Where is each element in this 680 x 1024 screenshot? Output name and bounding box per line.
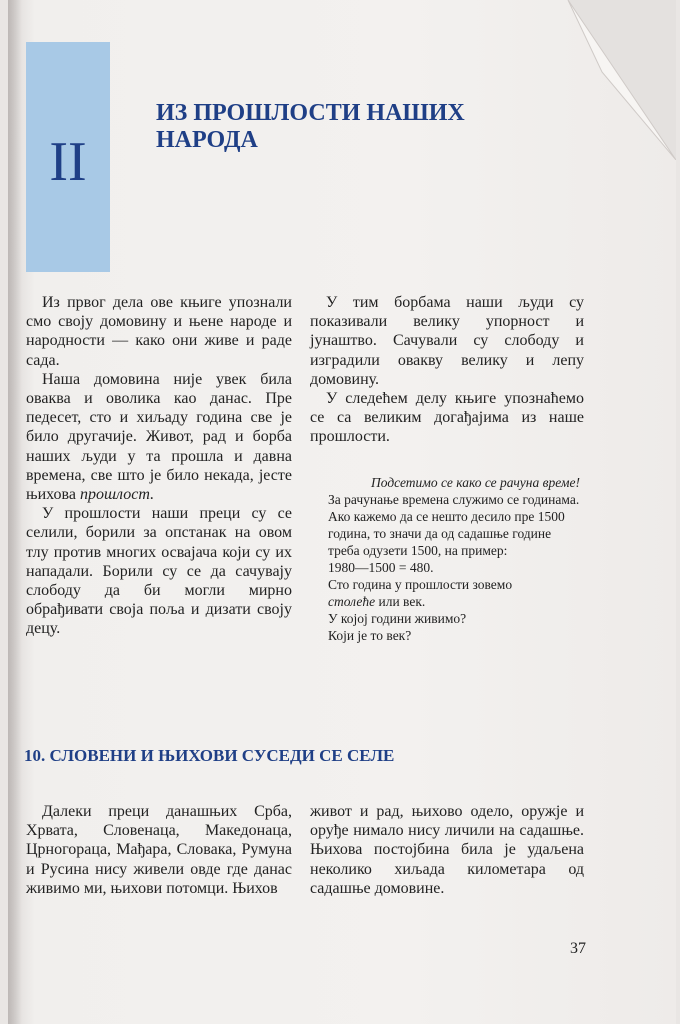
emphasized-term: столеће [328, 594, 376, 609]
section-paragraph: Далеки преци данашњих Срба, Хрвата, Словенаца, Македонаца, Црногораца, Мађара, Словака, Румуна и Русина нису живели овде где данас живимо ми, њихови потомци. Њихов [26, 803, 292, 897]
intro-paragraph: У прошлости наши преци су се селили, борили за опстанак на овом тлу против многих освајача који су их нападали. Борили су се да сачувају слободу да би могли мирно обрађивати своја поља и дизати своју децу. [26, 505, 292, 638]
chapter-number-block [26, 42, 110, 272]
page-number: 37 [570, 940, 586, 957]
book-page [8, 0, 676, 1024]
note-question: Који је то век? [328, 628, 412, 643]
intro-left-column [26, 293, 292, 639]
section-title: 10. СЛОВЕНИ И ЊИХОВИ СУСЕДИ СЕ СЕЛЕ [24, 746, 395, 765]
note-equation: 1980—1500 = 480. [328, 560, 434, 575]
time-calculation-note [328, 474, 584, 644]
intro-paragraph: Наша домовина није увек била оваква и оволика као данас. Пре педесет, сто и хиљаду година све је било другачије. Живот, рад и борба наших људи у та прошла и давна времена, све што је било некада, јесте њихова прошлост. [26, 370, 292, 504]
emphasized-term: прошлост. [79, 486, 155, 504]
page-gutter-shadow [8, 0, 22, 1024]
intro-paragraph: Из првог дела ове књиге упознали смо своју домовину и њене народе и народности — како они живе и раде сада. [26, 294, 292, 369]
note-text: Сто година у прошлости зовемо [328, 577, 513, 592]
intro-paragraph: У тим борбама наши људи су показивали велику упорност и јунаштво. Сачували су слободу и изградили овакву велику и лепу домовину. [310, 294, 584, 388]
note-text: За рачунање времена служимо се годинама. Ако кажемо да се нешто десило пре 1500 година, то значи да од садашње године треба одузети 1500, на пример: [328, 492, 580, 558]
intro-paragraph: У следећем делу књиге упознаћемо се са великим догађајима из наше прошлости. [310, 390, 584, 446]
note-question: У којој години живимо? [328, 611, 467, 626]
note-title: Подсетимо се како се рачуна време! [371, 475, 580, 490]
note-text: столеће или век. [328, 594, 426, 609]
folded-corner [546, 0, 676, 160]
chapter-title: ИЗ ПРОШЛОСТИ НАШИХ НАРОДА [156, 100, 465, 153]
section-paragraph: живот и рад, њихово одело, оружје и оруђе нимало нису личили на садашње. Њихова постојбина била је удаљена неколико хиљада километара од садашње домовине. [310, 803, 584, 897]
chapter-number: II [49, 131, 87, 193]
section-right-column [310, 802, 584, 898]
section-left-column [26, 802, 292, 898]
intro-right-column [310, 293, 584, 447]
